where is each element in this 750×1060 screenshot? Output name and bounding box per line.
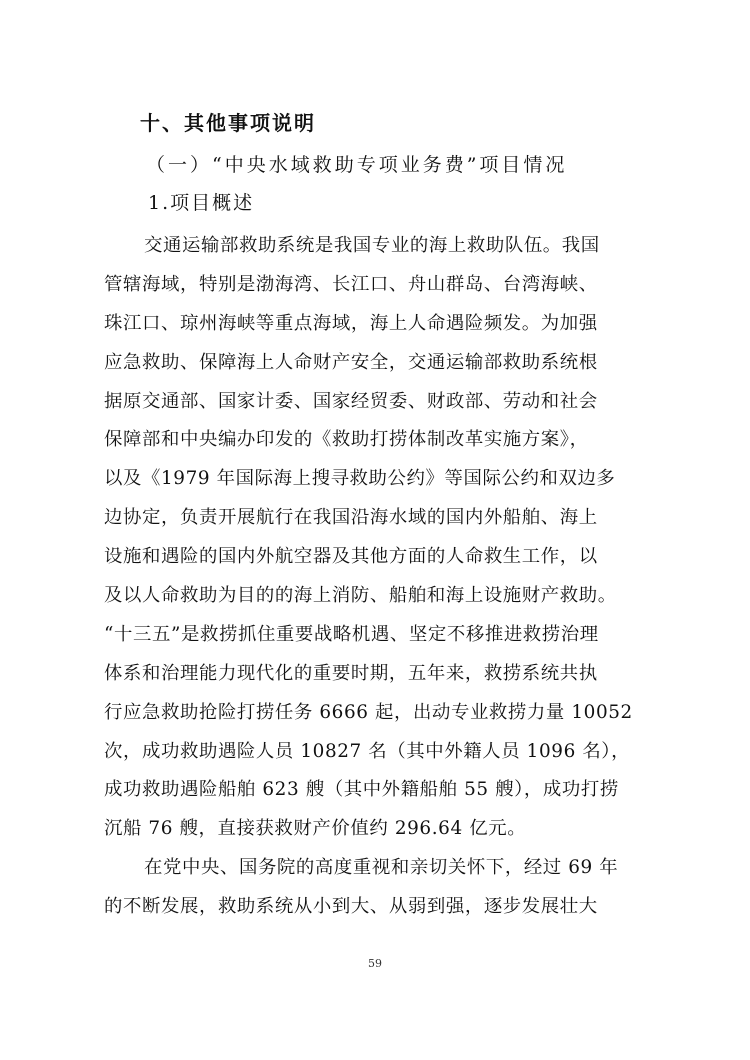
paragraph-line: 行应急救助抢险打捞任务 6666 起，出动专业救捞力量 10052	[104, 701, 633, 723]
paragraph-line: 保障部和中央编办印发的《救助打捞体制改革实施方案》，	[104, 429, 589, 451]
paragraph-line: 的不断发展，救助系统从小到大、从弱到强，逐步发展壮大	[104, 896, 598, 918]
page-number: 59	[368, 957, 382, 970]
paragraph-line: 成功救助遇险船舶 623 艘（其中外籍船舶 55 艘），成功打捞	[104, 779, 619, 801]
paragraph-line: 次，成功救助遇险人员 10827 名（其中外籍人员 1096 名），	[104, 740, 631, 762]
paragraph-line: 珠江口、琼州海峡等重点海域，海上人命遇险频发。为加强	[104, 312, 598, 334]
paragraph-line: “十三五”是救捞抓住重要战略机遇、坚定不移推进救捞治理	[104, 623, 599, 645]
paragraph-line: 在党中央、国务院的高度重视和亲切关怀下，经过 69 年	[144, 857, 619, 879]
item-title: 1.项目概述	[148, 192, 255, 214]
paragraph-line: 设施和遇险的国内外航空器及其他方面的人命救生工作，以	[104, 546, 598, 568]
paragraph-line: 边协定，负责开展航行在我国沿海水域的国内外船舶、海上	[104, 507, 598, 529]
paragraph-line: 据原交通部、国家计委、国家经贸委、财政部、劳动和社会	[104, 390, 598, 412]
paragraph-line: 管辖海域，特别是渤海湾、长江口、舟山群岛、台湾海峡、	[104, 273, 598, 295]
paragraph-line: 以及《1979 年国际海上搜寻救助公约》等国际公约和双边多	[104, 468, 616, 490]
paragraph-line: 交通运输部救助系统是我国专业的海上救助队伍。我国	[144, 235, 600, 256]
paragraph-line: 体系和治理能力现代化的重要时期，五年来，救捞系统共执	[104, 662, 598, 684]
paragraph-line: 沉船 76 艘，直接获救财产价值约 296.64 亿元。	[104, 818, 527, 840]
subsection-heading: （一）“中央水域救助专项业务费”项目情况	[146, 154, 568, 176]
section-heading: 十、其他事项说明	[140, 111, 316, 135]
paragraph-line: 应急救助、保障海上人命财产安全，交通运输部救助系统根	[104, 351, 598, 373]
body-text	[104, 227, 644, 927]
paragraph-line: 及以人命救助为目的的海上消防、船舶和海上设施财产救助。	[104, 585, 617, 607]
